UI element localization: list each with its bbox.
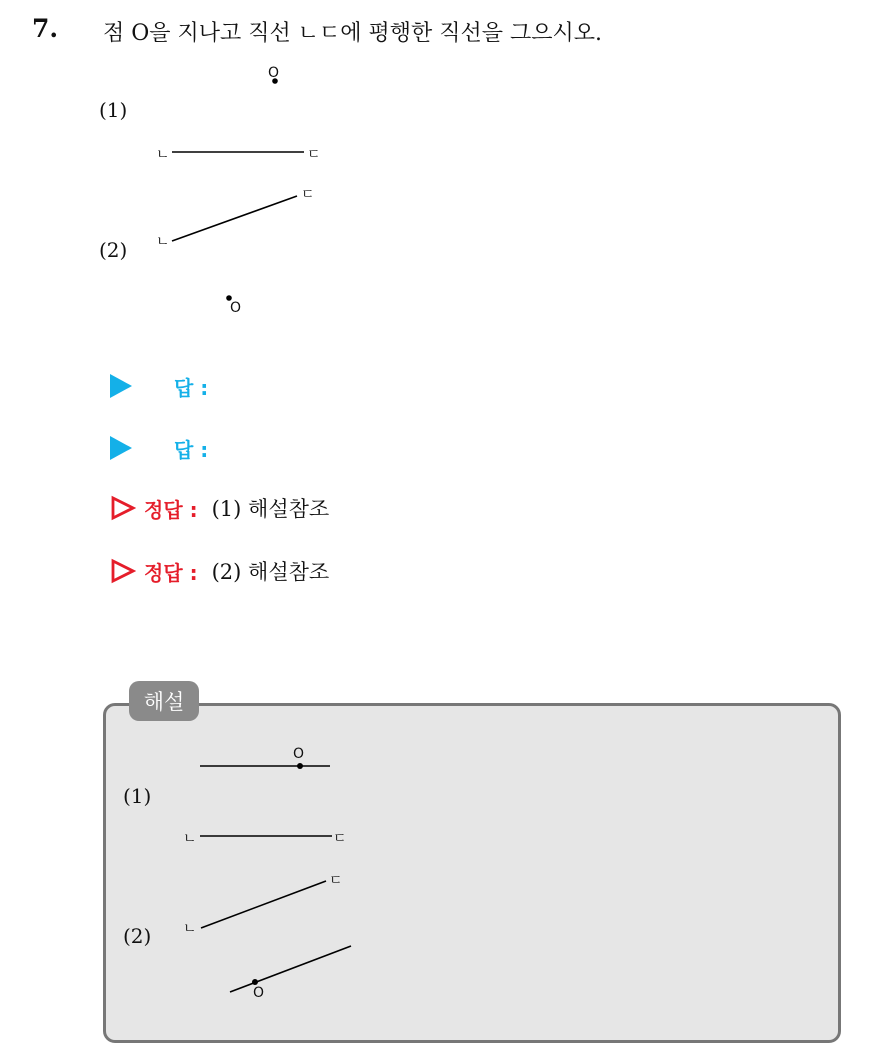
answer-label: 답 : [174, 437, 209, 462]
point-n-label-1: ㄴ [156, 147, 170, 163]
point-o-label-1: O [268, 65, 280, 81]
key-text: (2) 해설참조 [211, 560, 330, 584]
exp-line-nd-2 [201, 881, 326, 928]
exp-point-n-label-2: ㄴ [183, 921, 197, 937]
question-text: 점 O을 지나고 직선 ㄴㄷ에 평행한 직선을 그으시오. [103, 21, 603, 46]
point-d-label-1: ㄷ [307, 147, 321, 163]
point-d-label-2: ㄷ [301, 187, 315, 203]
part1-label: (1) [99, 98, 128, 122]
exp-point-d-label-2: ㄷ [329, 873, 343, 889]
exp-point-o-label-2: O [253, 985, 265, 1001]
question-number: 7. [32, 14, 59, 43]
exp-point-d-label-1: ㄷ [333, 831, 347, 847]
exp-point-o-dot-1 [297, 763, 303, 769]
part2-label: (2) [99, 238, 128, 262]
exp-part2-label: (2) [123, 924, 152, 948]
explanation-tab: 해설 [129, 681, 199, 721]
answer-label: 답 : [174, 375, 209, 400]
key-label: 정답 : [144, 560, 198, 585]
exp-point-o-label-1: O [293, 746, 305, 762]
point-o-label-2: O [230, 300, 242, 316]
point-n-label-2: ㄴ [156, 234, 170, 250]
exp-part1-label: (1) [123, 784, 152, 808]
key-text: (1) 해설참조 [211, 497, 330, 521]
key-label: 정답 : [144, 497, 198, 522]
exp-point-n-label-1: ㄴ [183, 831, 197, 847]
exp-parallel-line-2 [230, 946, 351, 992]
